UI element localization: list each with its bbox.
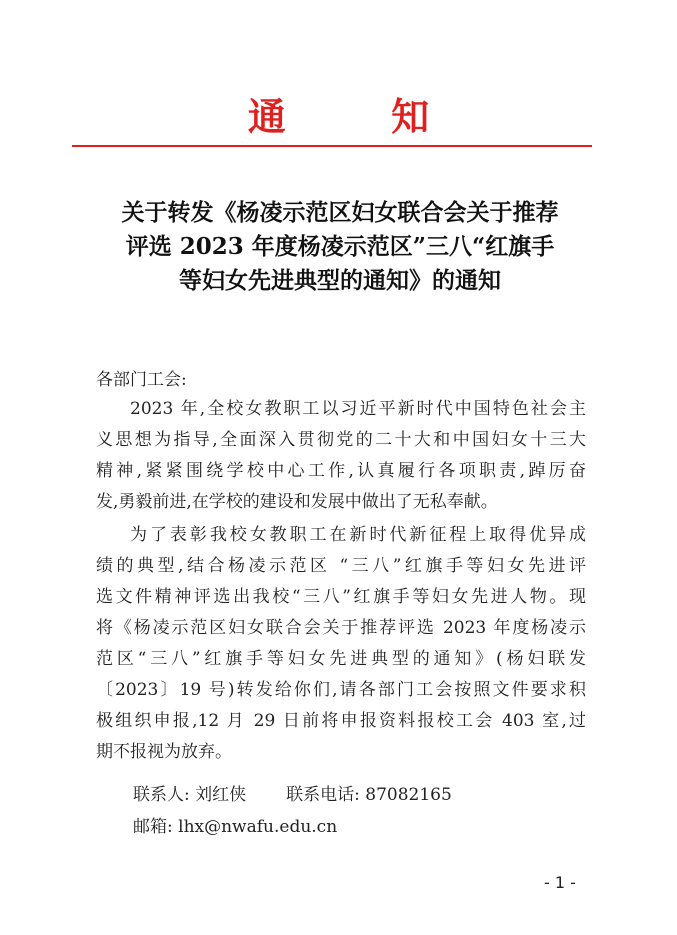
paragraph-line: 选文件精神评选出我校“三八”红旗手等妇女先进人物。现 (96, 587, 586, 607)
paragraph-line: 义思想为指导,全面深入贯彻党的二十大和中国妇女十三大 (96, 430, 586, 450)
paragraph-line: 范区“三八”红旗手等妇女先进典型的通知》(杨妇联发 (96, 649, 586, 669)
paragraph-line: 为了表彰我校女教职工在新时代新征程上取得优异成 (130, 525, 586, 545)
paragraph-line: 精神,紧紧围绕学校中心工作,认真履行各项职责,踔厉奋 (96, 461, 586, 481)
paragraph-line: 〔2023〕19 号)转发给你们,请各部门工会按照文件要求积 (96, 680, 586, 700)
paragraph-1 (96, 394, 586, 518)
paragraph-line: 极组织申报,12 月 29 日前将申报资料报校工会 403 室,过 (96, 711, 586, 731)
document-title-line: 关于转发《杨凌示范区妇女联合会关于推荐 (121, 199, 559, 226)
paragraph-line: 2023 年,全校女教职工以习近平新时代中国特色社会主 (130, 399, 586, 419)
contact-email: 邮箱: lhx@nwafu.edu.cn (133, 817, 338, 837)
notice-header-title: 通 知 (247, 95, 476, 139)
contact-person: 联系人: 刘红侠 (133, 785, 247, 805)
contact-line (133, 780, 623, 805)
document-title (80, 196, 600, 298)
salutation: 各部门工会: (96, 370, 187, 390)
paragraph-2 (96, 520, 586, 768)
contact-phone: 联系电话: 87082165 (286, 785, 452, 805)
page-number: - 1 - (544, 873, 576, 892)
paragraph-line: 将《杨凌示范区妇女联合会关于推荐评选 2023 年度杨凌示 (96, 618, 586, 638)
paragraph-line: 绩的典型,结合杨凌示范区 “三八”红旗手等妇女先进评 (96, 556, 586, 576)
document-title-line: 评选 2023 年度杨凌示范区”三八“红旗手 (125, 233, 555, 260)
document-title-line: 等妇女先进典型的通知》的通知 (179, 267, 501, 294)
paragraph-line: 发,勇毅前进,在学校的建设和发展中做出了无私奉献。 (96, 492, 498, 512)
paragraph-line: 期不报视为放弃。 (96, 742, 232, 762)
red-divider-line (72, 145, 592, 147)
